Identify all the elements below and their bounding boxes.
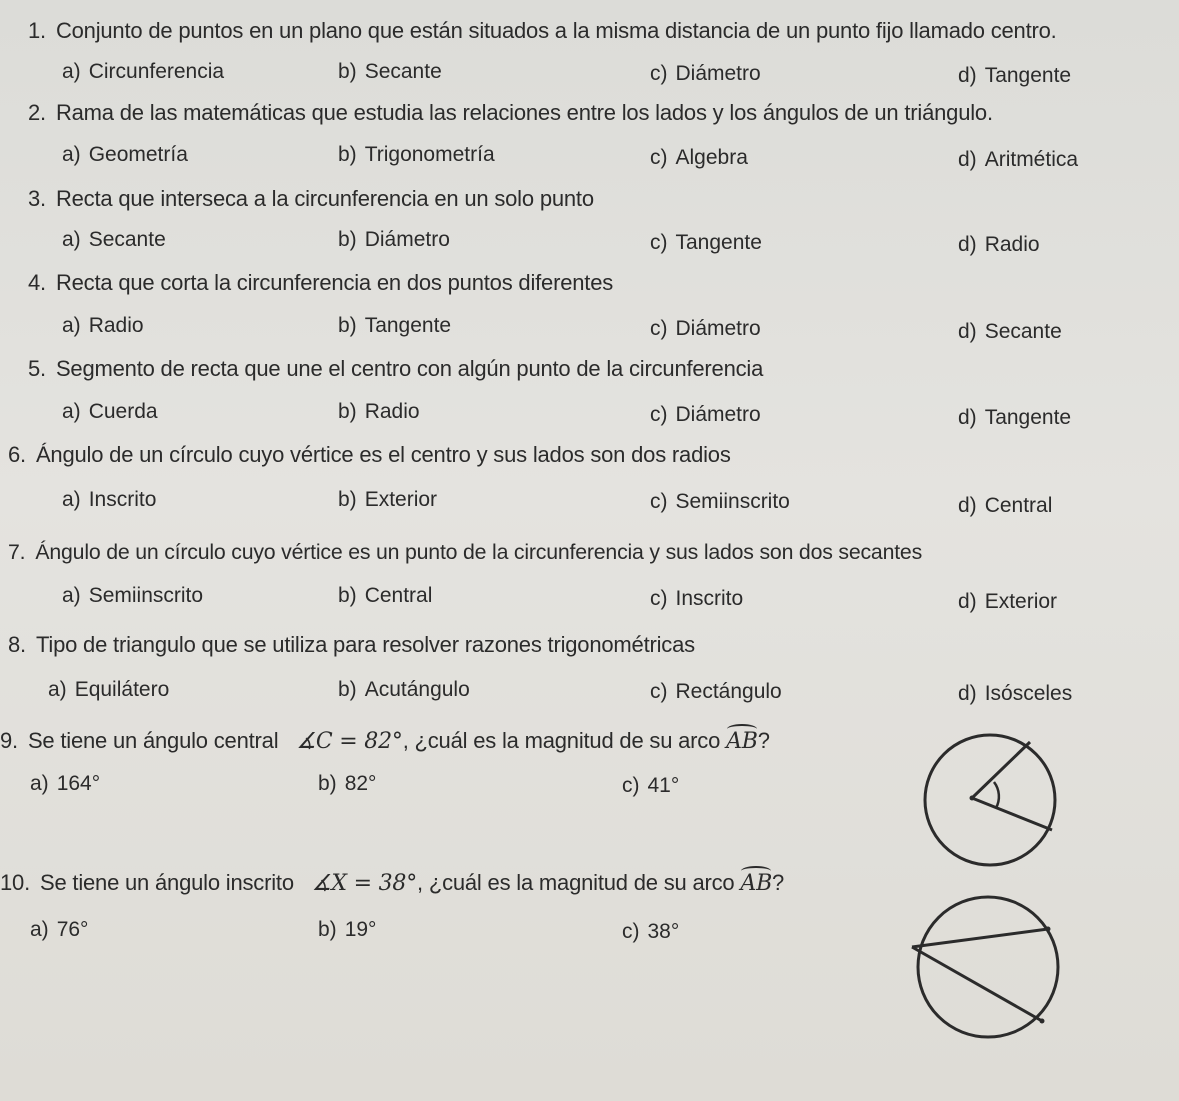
option-8a[interactable]: a) Equilátero <box>48 678 170 701</box>
question-number: 1. <box>28 18 46 43</box>
option-4a[interactable]: a) Radio <box>62 314 144 337</box>
option-7a[interactable]: a) Semiinscrito <box>62 584 204 607</box>
question-text: Segmento de recta que une el centro con algún punto de la circunferencia <box>55 356 764 381</box>
arc-label: AB <box>726 729 758 754</box>
option-4b[interactable]: b) Tangente <box>338 314 452 337</box>
option-10a[interactable]: a) 76° <box>30 918 89 941</box>
option-9c[interactable]: c) 41° <box>622 774 680 797</box>
option-4d[interactable]: d) Secante <box>958 320 1062 343</box>
question-number: 7. <box>8 540 26 564</box>
option-8d[interactable]: d) Isósceles <box>958 682 1073 705</box>
option-5b[interactable]: b) Radio <box>338 400 420 423</box>
question-text-mid: , ¿cuál es la magnitud de su arco <box>417 870 735 895</box>
question-text: Recta que interseca a la circunferencia en un solo punto <box>55 186 594 211</box>
radius-line <box>972 742 1030 798</box>
question-number: 3. <box>28 186 46 211</box>
option-10c[interactable]: c) 38° <box>622 920 680 943</box>
option-6a[interactable]: a) Inscrito <box>62 488 157 511</box>
question-5 <box>28 356 763 382</box>
question-number: 8. <box>8 632 26 657</box>
option-8b[interactable]: b) Acutángulo <box>338 678 470 701</box>
option-9a[interactable]: a) 164° <box>30 772 101 795</box>
option-1b[interactable]: b) Secante <box>338 60 442 83</box>
question-text: Rama de las matemáticas que estudia las relaciones entre los lados y los ángulos de un triángulo. <box>55 100 993 125</box>
chord-line <box>912 929 1048 947</box>
option-6b[interactable]: b) Exterior <box>338 488 438 511</box>
question-number: 6. <box>8 442 26 467</box>
question-10: 10. Se tiene un ángulo inscrito ∡X = 38°, ¿cuál es la magnitud de su arco AB? <box>0 870 785 896</box>
option-5a[interactable]: a) Cuerda <box>62 400 158 423</box>
angle-expression: ∡X = 38° <box>311 871 417 896</box>
option-10b[interactable]: b) 19° <box>318 918 377 941</box>
question-number: 10. <box>0 870 30 895</box>
question-4 <box>28 270 613 296</box>
option-2a[interactable]: a) Geometría <box>62 143 188 166</box>
question-text-mid: , ¿cuál es la magnitud de su arco <box>402 728 721 753</box>
question-6 <box>8 442 731 468</box>
angle-expression: ∡C = 82° <box>296 729 403 754</box>
option-3a[interactable]: a) Secante <box>62 228 166 251</box>
circle <box>925 735 1055 865</box>
question-text: Se tiene un ángulo central <box>27 728 279 753</box>
option-6c[interactable]: c) Semiinscrito <box>650 490 790 513</box>
option-4c[interactable]: c) Diámetro <box>650 317 761 340</box>
point <box>1046 927 1051 932</box>
radius-line <box>972 798 1052 830</box>
question-number: 4. <box>28 270 46 295</box>
option-9b[interactable]: b) 82° <box>318 772 377 795</box>
question-text: Tipo de triangulo que se utiliza para resolver razones trigonométricas <box>35 632 695 657</box>
option-1c[interactable]: c) Diámetro <box>650 62 761 85</box>
central-angle-figure <box>910 730 1070 870</box>
question-number: 9. <box>0 728 18 753</box>
option-5c[interactable]: c) Diámetro <box>650 403 761 426</box>
option-2d[interactable]: d) Aritmética <box>958 148 1079 171</box>
question-number: 5. <box>28 356 46 381</box>
circle <box>918 897 1058 1037</box>
angle-mark <box>994 782 999 808</box>
inscribed-angle-figure <box>900 885 1070 1045</box>
option-1a[interactable]: a) Circunferencia <box>62 60 225 83</box>
center-point <box>970 796 975 801</box>
option-3b[interactable]: b) Diámetro <box>338 228 450 251</box>
question-9: 9. Se tiene un ángulo central ∡C = 82°, ¿cuál es la magnitud de su arco AB? <box>0 728 770 754</box>
option-1d[interactable]: d) Tangente <box>958 64 1072 87</box>
question-text: Ángulo de un círculo cuyo vértice es el centro y sus lados son dos radios <box>35 442 731 467</box>
arc-label: AB <box>740 871 773 896</box>
question-text: Se tiene un ángulo inscrito <box>39 870 294 895</box>
option-2c[interactable]: c) Algebra <box>650 146 748 169</box>
option-2b[interactable]: b) Trigonometría <box>338 143 495 166</box>
option-3d[interactable]: d) Radio <box>958 233 1040 256</box>
option-6d[interactable]: d) Central <box>958 494 1053 517</box>
question-text: Conjunto de puntos en un plano que están situados a la misma distancia de un punto fijo llamado centro. <box>55 18 1057 43</box>
question-7 <box>8 540 922 565</box>
option-3c[interactable]: c) Tangente <box>650 231 762 254</box>
option-7c[interactable]: c) Inscrito <box>650 587 744 610</box>
option-7d[interactable]: d) Exterior <box>958 590 1058 613</box>
question-text: Ángulo de un círculo cuyo vértice es un punto de la circunferencia y sus lados son dos secantes <box>35 540 923 564</box>
question-8 <box>8 632 695 658</box>
question-3 <box>28 186 594 212</box>
option-8c[interactable]: c) Rectángulo <box>650 680 782 703</box>
question-2 <box>28 100 993 126</box>
question-number: 2. <box>28 100 46 125</box>
question-1 <box>28 18 1057 44</box>
option-7b[interactable]: b) Central <box>338 584 433 607</box>
option-5d[interactable]: d) Tangente <box>958 406 1072 429</box>
point <box>1040 1019 1045 1024</box>
question-text: Recta que corta la circunferencia en dos puntos diferentes <box>55 270 614 295</box>
